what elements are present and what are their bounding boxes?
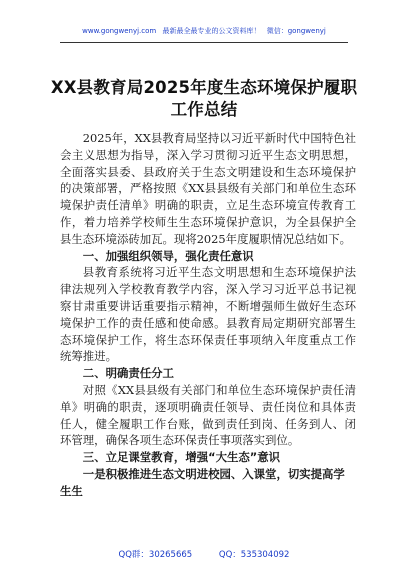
- header-divider: [60, 42, 348, 43]
- qq-contact: QQ：535304092: [218, 550, 290, 560]
- qq-group: QQ群：30265665: [118, 550, 193, 560]
- wechat-id: 微信：gongwenyj: [266, 27, 326, 35]
- section1-heading: 一、加强组织领导，强化责任意识: [82, 248, 254, 263]
- document-title-line1: XX县教育局2025年度生态环境保护履职: [50, 78, 358, 97]
- intro-paragraph: 2025年，XX县教育局坚持以习近平新时代中国特色社会主义思想为指导，深入学习贯彻习近平生态文明思想，全面落实县委、县政府关于生态文明建设和生态环境保护的决策部署，严格按照《XX县县级有关部门和单位生态环境保护责任清单》明确的职责，立足生态环境宣传教育工作，着力培养学校师生生态环境保护意识，为全县保护全县生态环境添砖加瓦。现将2025年度履职情况总结如下。: [60, 131, 356, 246]
- document-title-line2: 工作总结: [170, 100, 238, 119]
- site-slogan: 最新最全最专业的公文资料库！: [162, 27, 261, 35]
- document-body: [60, 130, 356, 500]
- section3-subheading: 一是积极推进生态文明进校园、入课堂，切实提高学生生: [60, 466, 345, 498]
- site-url[interactable]: www.gongwenyj.com: [82, 27, 157, 35]
- site-header: [0, 26, 408, 36]
- section2-paragraph: 对照《XX县县级有关部门和单位生态环境保护责任清单》明确的职责，逐项明确责任领导、责任岗位和具体责任人，健全履职工作台账，做到责任到岗、任务到人、闭环管理，确保各项生态环保责任事项落实到位。: [60, 382, 356, 448]
- section1-paragraph: 县教育系统将习近平生态文明思想和生态环境保护法律法规列入学校教育教学内容，深入学习习近平总书记视察甘肃重要讲话重要指示精神，不断增强师生做好生态环境保护工作的责任感和使命感。县教育局定期研究部署生态环境保护工作，将生态环保责任事项纳入年度重点工作统筹推进。: [60, 265, 356, 364]
- section3-heading: 三、立足课堂教育，增强“大生态”意识: [82, 450, 281, 465]
- site-footer: [0, 548, 408, 560]
- section2-heading: 二、明确责任分工: [82, 366, 174, 381]
